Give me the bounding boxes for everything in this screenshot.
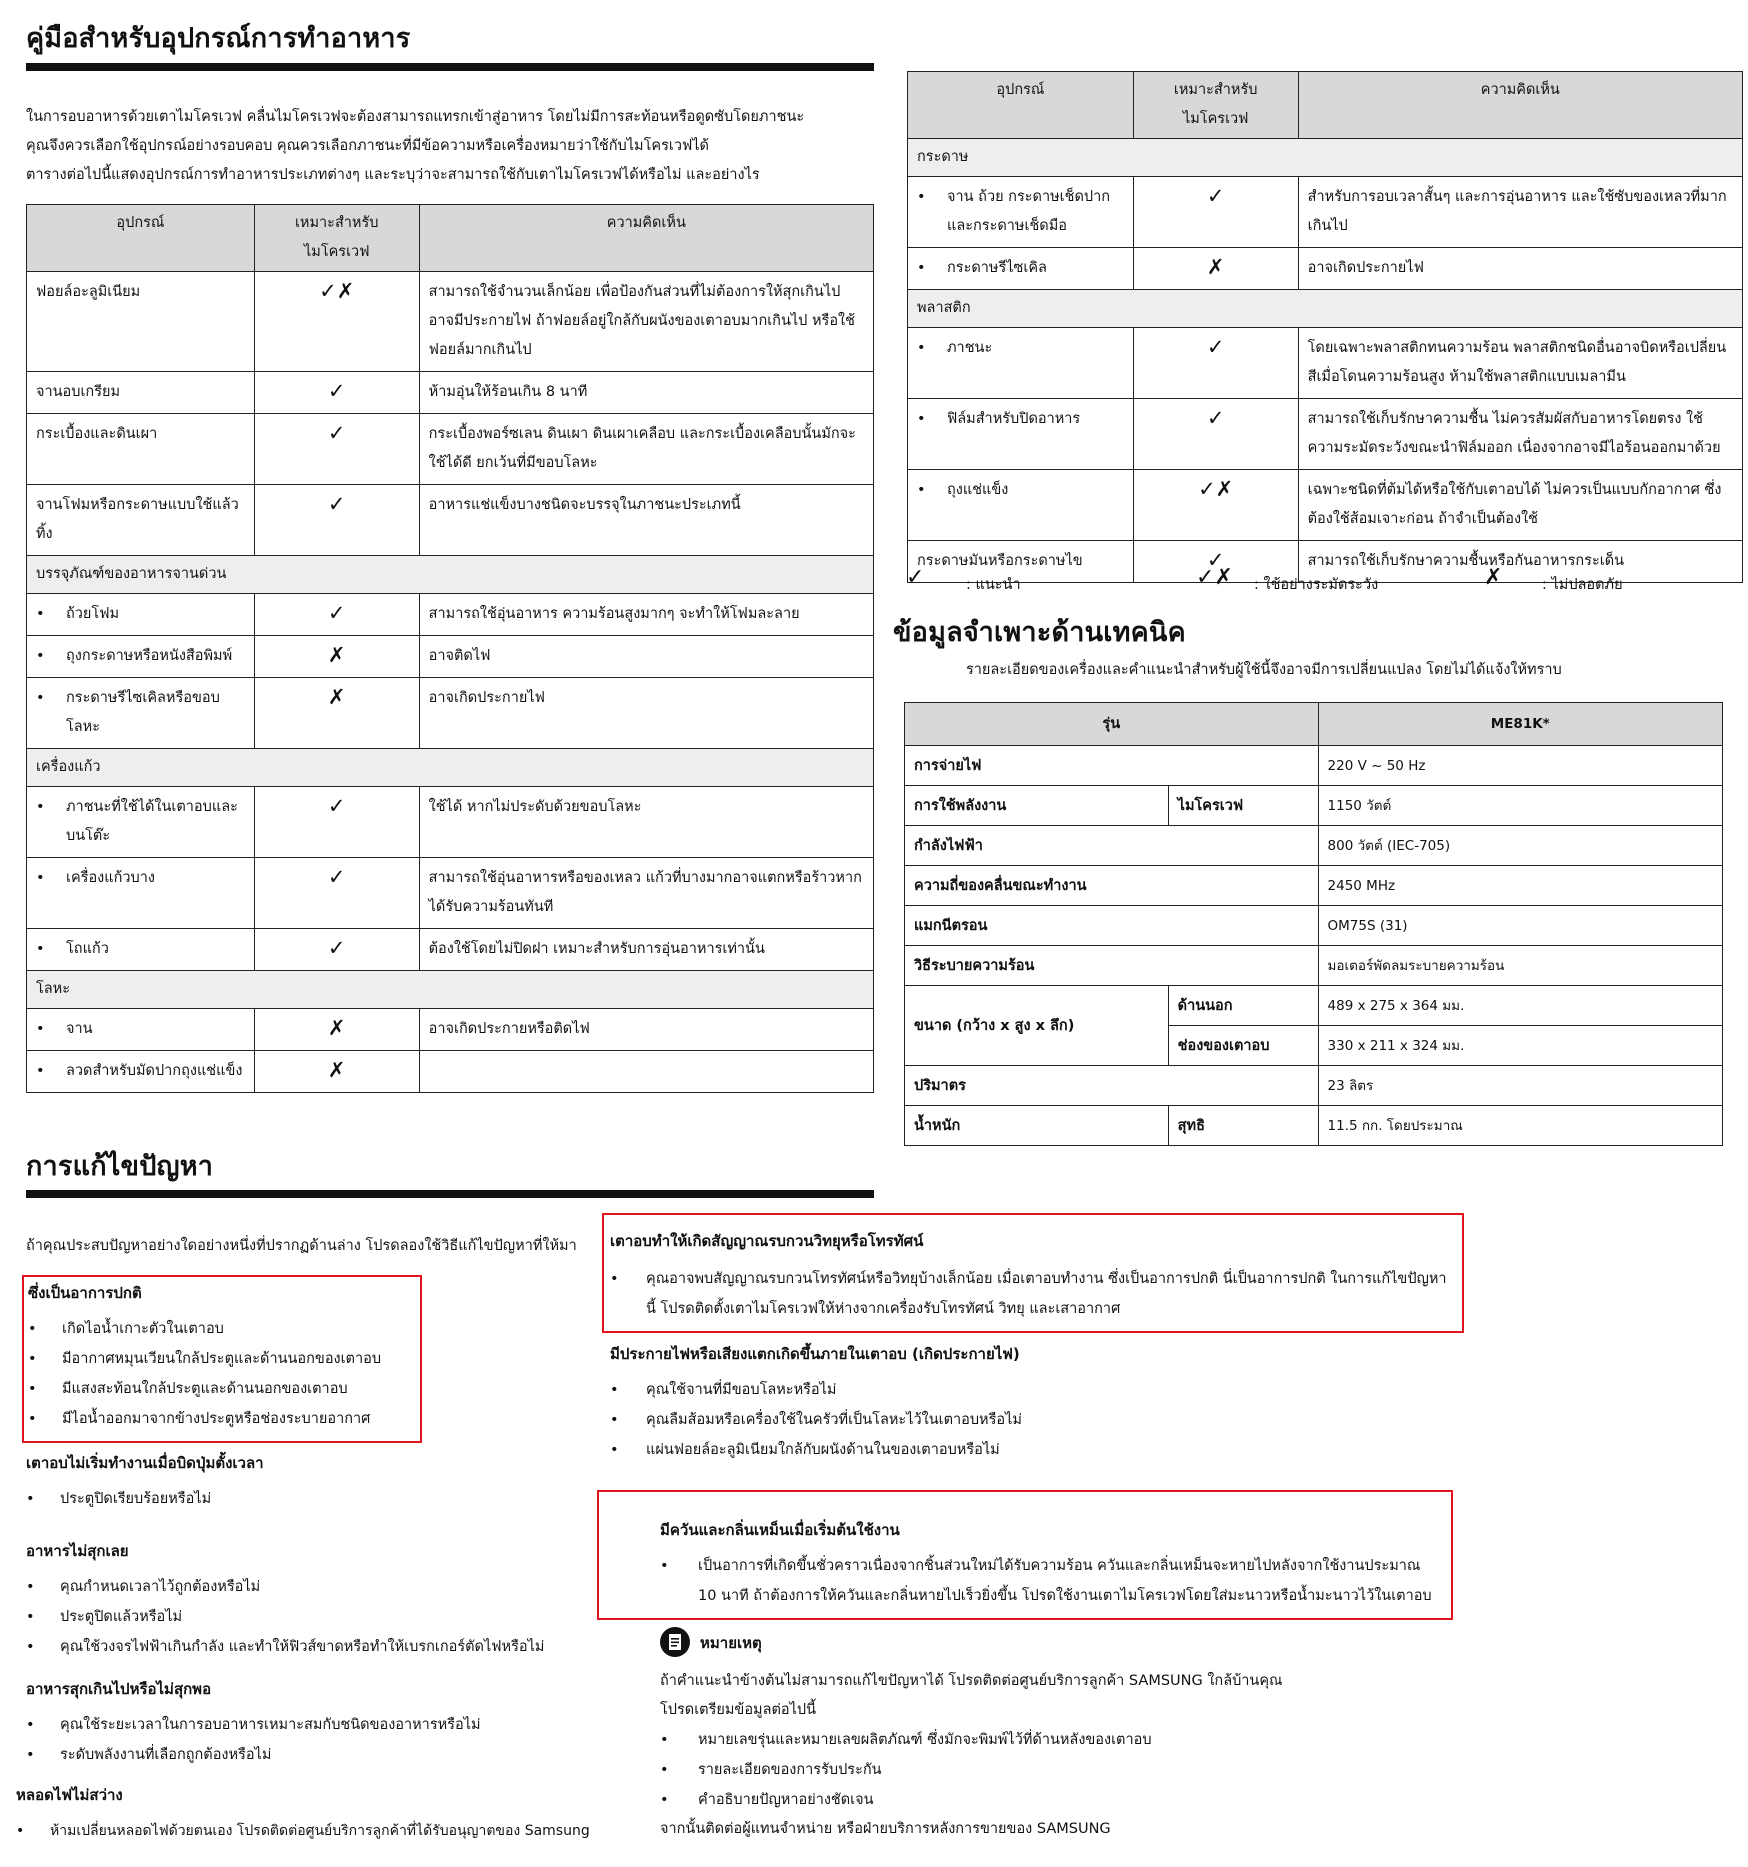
check-icon: ✓ bbox=[254, 929, 419, 971]
bullet-icon: • bbox=[36, 648, 45, 664]
table-row bbox=[908, 470, 1743, 541]
table-row bbox=[27, 594, 874, 636]
utensils-table-left bbox=[26, 204, 874, 1093]
legend-check-cross-icon: ✓✗ bbox=[1196, 565, 1233, 590]
utensil-cell bbox=[908, 177, 1134, 248]
table-row bbox=[908, 328, 1743, 399]
spec-weight-sub: สุทธิ bbox=[1168, 1106, 1318, 1146]
comment-cell: อาจเกิดประกายไฟ bbox=[419, 678, 873, 749]
check-icon: ✓ bbox=[254, 594, 419, 636]
utensils-table-right bbox=[907, 71, 1743, 583]
list-item: • คุณอาจพบสัญญาณรบกวนโทรทัศน์หรือวิทยุบ้างเล็กน้อย เมื่อเตาอบทำงาน ซึ่งเป็นอาการปกติ นี่เป็นอาการปกติ ในการแก้ไขปัญหานี้ โปรดติดตั้งเตาไมโครเวฟให้ห่างจากเครื่องรับโทรทัศน์ วิทยุ และเสาอากาศ bbox=[610, 1264, 1450, 1324]
bullet-icon: • bbox=[36, 799, 45, 815]
specs-title: ข้อมูลจำเพาะด้านเทคนิค bbox=[893, 617, 1186, 648]
check-cross-icon: ✓✗ bbox=[254, 272, 419, 372]
section-interference bbox=[610, 1226, 1450, 1324]
spec-volume-label: ปริมาตร bbox=[905, 1066, 1319, 1106]
category-label: พลาสติก bbox=[908, 290, 1743, 328]
header-utensil: อุปกรณ์ bbox=[908, 72, 1134, 139]
table-row bbox=[27, 272, 874, 372]
bullet-icon: • bbox=[917, 189, 926, 205]
bullet-icon: • bbox=[36, 606, 45, 622]
table-row bbox=[27, 1009, 874, 1051]
comment-cell: สามารถใช้เก็บรักษาความชื้น ไม่ควรสัมผัสกับอาหารโดยตรง ใช้ความระมัดระวังขณะนำฟิล์มออก เนื่องจากอาจมีไอร้อนออกมาด้วย bbox=[1298, 399, 1742, 470]
legend-text: : ใช้อย่างระมัดระวัง bbox=[1254, 577, 1379, 593]
category-label: โลหะ bbox=[27, 971, 874, 1009]
utensil-name: ฟอยล์อะลูมิเนียม bbox=[36, 284, 141, 300]
bullet-icon: • bbox=[36, 1063, 45, 1079]
header-model-value: ME81K* bbox=[1318, 703, 1722, 746]
spec-magnetron-label: แมกนีตรอน bbox=[905, 906, 1319, 946]
utensil-cell bbox=[27, 929, 255, 971]
section-heading: อาหารไม่สุกเลย bbox=[26, 1542, 129, 1560]
legend-text: : แนะนำ bbox=[966, 577, 1021, 593]
comment-cell: อาหารแช่แข็งบางชนิดจะบรรจุในภาชนะประเภทนี้ bbox=[419, 485, 873, 556]
utensil-name: ถ้วยโฟม bbox=[66, 606, 120, 622]
utensil-cell bbox=[27, 372, 255, 414]
utensil-cell bbox=[27, 858, 255, 929]
list-item: • ระดับพลังงานที่เลือกถูกต้องหรือไม่ bbox=[26, 1740, 866, 1770]
category-label: เครื่องแก้ว bbox=[27, 749, 874, 787]
list-item: • มีแสงสะท้อนใกล้ประตูและด้านนอกของเตาอบ bbox=[28, 1374, 418, 1404]
utensil-cell bbox=[908, 399, 1134, 470]
spec-frequency-value: 2450 MHz bbox=[1318, 866, 1722, 906]
cross-icon: ✗ bbox=[254, 1009, 419, 1051]
note-closing: จากนั้นติดต่อผู้แทนจำหน่าย หรือฝ่ายบริการหลังการขายของ SAMSUNG bbox=[660, 1821, 1111, 1837]
utensil-name: กระดาษรีไซเคิลหรือขอบโลหะ bbox=[66, 690, 220, 735]
comment-cell: เฉพาะชนิดที่ต้มได้หรือใช้กับเตาอบได้ ไม่ควรเป็นแบบกักอากาศ ซึ่งต้องใช้ส้อมเจาะก่อน ถ้าจำเป็นต้องใช้ bbox=[1298, 470, 1742, 541]
check-cross-icon: ✓✗ bbox=[1133, 470, 1298, 541]
spec-power-consumption-label: การใช้พลังงาน bbox=[905, 786, 1169, 826]
spec-frequency-label: ความถี่ของคลื่นขณะทำงาน bbox=[905, 866, 1319, 906]
category-row bbox=[908, 139, 1743, 177]
utensils-title: คู่มือสำหรับอุปกรณ์การทำอาหาร bbox=[26, 23, 411, 54]
legend-check-icon: ✓ bbox=[906, 565, 925, 590]
comment-cell: สำหรับการอบเวลาสั้นๆ และการอุ่นอาหาร และใช้ซับของเหลวที่มากเกินไป bbox=[1298, 177, 1742, 248]
list-item: • มีอากาศหมุนเวียนใกล้ประตูและด้านนอกของเตาอบ bbox=[28, 1344, 418, 1374]
cross-icon: ✗ bbox=[254, 678, 419, 749]
utensil-name: จานอบเกรียม bbox=[36, 384, 121, 400]
title-rule bbox=[26, 1190, 874, 1198]
spec-power-source-value: 220 V ~ 50 Hz bbox=[1318, 746, 1722, 786]
list-item: • คุณลืมส้อมหรือเครื่องใช้ในครัวที่เป็นโลหะไว้ในเตาอบหรือไม่ bbox=[610, 1405, 1450, 1435]
spec-dimensions-outside-label: ด้านนอก bbox=[1168, 986, 1318, 1026]
table-row bbox=[908, 399, 1743, 470]
check-icon: ✓ bbox=[1133, 328, 1298, 399]
category-row bbox=[27, 749, 874, 787]
section-normal bbox=[28, 1278, 418, 1434]
table-row bbox=[908, 248, 1743, 290]
utensil-cell bbox=[27, 678, 255, 749]
utensil-name: ฟิล์มสำหรับปิดอาหาร bbox=[947, 411, 1081, 427]
list-item: • หมายเลขรุ่นและหมายเลขผลิตภัณฑ์ ซึ่งมักจะพิมพ์ไว้ที่ด้านหลังของเตาอบ bbox=[660, 1725, 1450, 1755]
note-text: โปรดเตรียมข้อมูลต่อไปนี้ bbox=[660, 1702, 817, 1718]
spec-power-source-label: การจ่ายไฟ bbox=[905, 746, 1319, 786]
utensil-name: กระดาษรีไซเคิล bbox=[947, 260, 1047, 276]
header-comments: ความคิดเห็น bbox=[1298, 72, 1742, 139]
category-row bbox=[27, 971, 874, 1009]
spec-dimensions-outside-value: 489 x 275 x 364 มม. bbox=[1318, 986, 1722, 1026]
header-microwave-safe: เหมาะสำหรับไมโครเวฟ bbox=[254, 205, 419, 272]
list-item: • คุณใช้วงจรไฟฟ้าเกินกำลัง และทำให้ฟิวส์ขาดหรือทำให้เบรกเกอร์ตัดไฟหรือไม่ bbox=[26, 1632, 866, 1662]
section-heading: หลอดไฟไม่สว่าง bbox=[16, 1786, 123, 1804]
list-item: • คุณใช้จานที่มีขอบโลหะหรือไม่ bbox=[610, 1375, 1450, 1405]
bullet-icon: • bbox=[917, 340, 926, 356]
category-row bbox=[27, 556, 874, 594]
cross-icon: ✗ bbox=[254, 1051, 419, 1093]
utensil-cell bbox=[908, 470, 1134, 541]
utensil-name: กระเบื้องและดินเผา bbox=[36, 426, 158, 442]
utensil-cell bbox=[27, 787, 255, 858]
utensil-name: เครื่องแก้วบาง bbox=[66, 870, 155, 886]
list-item: • เป็นอาการที่เกิดขึ้นชั่วคราวเนื่องจากชิ้นส่วนใหม่ได้รับความร้อน ควันและกลิ่นเหม็นจะหายไปหลังจากใช้งานประมาณ 10 นาที ถ้าต้องการให้ควันและกลิ่นหายไปเร็วยิ่งขึ้น โปรดใช้งานเตาไมโครเวฟโดยใส่มะนาวหรือน้ำมะนาวไว้ในเตาอบ bbox=[660, 1551, 1440, 1611]
check-icon: ✓ bbox=[254, 372, 419, 414]
category-label: บรรจุภัณฑ์ของอาหารจานด่วน bbox=[27, 556, 874, 594]
utensil-cell bbox=[908, 248, 1134, 290]
utensil-name: โถแก้ว bbox=[66, 941, 109, 957]
list-item: • แผ่นฟอยล์อะลูมิเนียมใกล้กับผนังด้านในของเตาอบหรือไม่ bbox=[610, 1435, 1450, 1465]
category-label: กระดาษ bbox=[908, 139, 1743, 177]
spec-volume-value: 23 ลิตร bbox=[1318, 1066, 1722, 1106]
table-row bbox=[27, 929, 874, 971]
utensils-intro: ในการอบอาหารด้วยเตาไมโครเวฟ คลื่นไมโครเวฟจะต้องสามารถแทรกเข้าสู่อาหาร โดยไม่มีการสะท้อนหรือดูดซับโดยภาชนะ คุณจึงควรเลือกใช้อุปกรณ์อย่างรอบคอบ คุณควรเลือกภาชนะที่มีข้อความหรือเครื่องหมายว่าใช้กับไมโครเวฟได้ ตารางต่อไปนี้แสดงอุปกรณ์การทำอาหารประเภทต่างๆ และระบุว่าจะสามารถใช้กับเตาไมโครเวฟได้หรือไม่ และอย่างไร bbox=[26, 109, 805, 183]
legend bbox=[906, 565, 1746, 599]
section-heading: มีประกายไฟหรือเสียงแตกเกิดขึ้นภายในเตาอบ (เกิดประกายไฟ) bbox=[610, 1345, 1020, 1363]
list-item: • คำอธิบายปัญหาอย่างชัดเจน bbox=[660, 1785, 1450, 1815]
section-heading: เตาอบไม่เริ่มทำงานเมื่อบิดปุ่มตั้งเวลา bbox=[26, 1454, 264, 1472]
note-icon bbox=[660, 1627, 690, 1657]
comment-cell: ต้องใช้โดยไม่ปิดฝา เหมาะสำหรับการอุ่นอาหารเท่านั้น bbox=[419, 929, 873, 971]
spec-weight-value: 11.5 กก. โดยประมาณ bbox=[1318, 1106, 1722, 1146]
comment-cell: อาจเกิดประกายหรือติดไฟ bbox=[419, 1009, 873, 1051]
check-icon: ✓ bbox=[254, 485, 419, 556]
comment-cell: สามารถใช้อุ่นอาหารหรือของเหลว แก้วที่บางมากอาจแตกหรือร้าวหากได้รับความร้อนทันที bbox=[419, 858, 873, 929]
bullet-icon: • bbox=[917, 411, 926, 427]
list-item: • ประตูปิดเรียบร้อยหรือไม่ bbox=[26, 1484, 866, 1514]
note-text: ถ้าคำแนะนำข้างต้นไม่สามารถแก้ไขปัญหาได้ โปรดติดต่อศูนย์บริการลูกค้า SAMSUNG ใกล้บ้านคุณ bbox=[660, 1673, 1283, 1689]
spec-dimensions-cavity-value: 330 x 211 x 324 มม. bbox=[1318, 1026, 1722, 1066]
table-row bbox=[908, 177, 1743, 248]
header-model: รุ่น bbox=[905, 703, 1319, 746]
comment-cell: โดยเฉพาะพลาสติกทนความร้อน พลาสติกชนิดอื่นอาจบิดหรือเปลี่ยนสีเมื่อโดนความร้อนสูง ห้ามใช้พลาสติกแบบเมลามีน bbox=[1298, 328, 1742, 399]
table-row bbox=[27, 1051, 874, 1093]
table-row bbox=[27, 678, 874, 749]
category-row bbox=[908, 290, 1743, 328]
check-icon: ✓ bbox=[1133, 177, 1298, 248]
cross-icon: ✗ bbox=[1133, 248, 1298, 290]
spec-weight-label: น้ำหนัก bbox=[905, 1106, 1169, 1146]
comment-cell: อาจเกิดประกายไฟ bbox=[1298, 248, 1742, 290]
comment-cell bbox=[419, 1051, 873, 1093]
table-row bbox=[27, 485, 874, 556]
comment-cell: อาจติดไฟ bbox=[419, 636, 873, 678]
utensil-name: ลวดสำหรับมัดปากถุงแช่แข็ง bbox=[66, 1063, 243, 1079]
utensil-name: ถุงแช่แข็ง bbox=[947, 482, 1009, 498]
check-icon: ✓ bbox=[254, 414, 419, 485]
cross-icon: ✗ bbox=[254, 636, 419, 678]
table-row bbox=[27, 787, 874, 858]
utensil-name: จาน bbox=[66, 1021, 93, 1037]
troubleshooting-title: การแก้ไขปัญหา bbox=[26, 1151, 214, 1182]
section-note bbox=[660, 1627, 1450, 1844]
header-comments: ความคิดเห็น bbox=[419, 205, 873, 272]
spec-cooling-value: มอเตอร์พัดลมระบายความร้อน bbox=[1318, 946, 1722, 986]
list-item: • คุณใช้ระยะเวลาในการอบอาหารเหมาะสมกับชนิดของอาหารหรือไม่ bbox=[26, 1710, 866, 1740]
troubleshooting-intro: ถ้าคุณประสบปัญหาอย่างใดอย่างหนึ่งที่ปรากฏด้านล่าง โปรดลองใช้วิธีแก้ไขปัญหาที่ให้มา bbox=[26, 1238, 577, 1254]
utensil-cell bbox=[27, 1009, 255, 1051]
bullet-icon: • bbox=[917, 482, 926, 498]
utensil-cell bbox=[27, 1051, 255, 1093]
utensil-name: กระดาษมันหรือกระดาษไข bbox=[917, 553, 1083, 569]
comment-cell: สามารถใช้เก็บรักษาความชื้นหรือกันอาหารกระเด็น bbox=[1298, 541, 1742, 583]
spec-magnetron-value: OM75S (31) bbox=[1318, 906, 1722, 946]
utensil-name: จานโฟมหรือกระดาษแบบใช้แล้วทิ้ง bbox=[36, 497, 239, 542]
utensil-cell bbox=[27, 414, 255, 485]
utensil-name: ภาชนะที่ใช้ได้ในเตาอบและบนโต๊ะ bbox=[66, 799, 238, 844]
section-sparks bbox=[610, 1339, 1450, 1465]
title-rule bbox=[26, 63, 874, 71]
utensil-cell bbox=[27, 272, 255, 372]
list-item: • ประตูปิดแล้วหรือไม่ bbox=[26, 1602, 866, 1632]
utensil-name: ถุงกระดาษหรือหนังสือพิมพ์ bbox=[66, 648, 233, 664]
list-item: • รายละเอียดของการรับประกัน bbox=[660, 1755, 1450, 1785]
check-icon: ✓ bbox=[254, 858, 419, 929]
bullet-icon: • bbox=[36, 1021, 45, 1037]
spec-power-consumption-value: 1150 วัตต์ bbox=[1318, 786, 1722, 826]
bullet-icon: • bbox=[36, 941, 45, 957]
comment-cell: สามารถใช้อุ่นอาหาร ความร้อนสูงมากๆ จะทำให้โฟมละลาย bbox=[419, 594, 873, 636]
comment-cell: กระเบื้องพอร์ซเลน ดินเผา ดินเผาเคลือบ และกระเบื้องเคลือบนั้นมักจะใช้ได้ดี ยกเว้นที่มีขอบโลหะ bbox=[419, 414, 873, 485]
spec-output-power-value: 800 วัตต์ (IEC-705) bbox=[1318, 826, 1722, 866]
spec-power-consumption-sub: ไมโครเวฟ bbox=[1168, 786, 1318, 826]
check-icon: ✓ bbox=[1133, 399, 1298, 470]
spec-output-power-label: กำลังไฟฟ้า bbox=[905, 826, 1319, 866]
comment-cell: สามารถใช้จำนวนเล็กน้อย เพื่อป้องกันส่วนที่ไม่ต้องการให้สุกเกินไป อาจมีประกายไฟ ถ้าฟอยล์อยู่ใกล้กับผนังของเตาอบมากเกินไป หรือใช้ฟอยล์มากเกินไป bbox=[419, 272, 873, 372]
spec-cooling-label: วิธีระบายความร้อน bbox=[905, 946, 1319, 986]
utensil-cell bbox=[908, 328, 1134, 399]
comment-cell: ห้ามอุ่นให้ร้อนเกิน 8 นาที bbox=[419, 372, 873, 414]
section-smoke bbox=[660, 1515, 1440, 1611]
table-row bbox=[27, 372, 874, 414]
table-row bbox=[27, 636, 874, 678]
utensil-name: ภาชนะ bbox=[947, 340, 993, 356]
bullet-icon: • bbox=[36, 870, 45, 886]
utensil-cell bbox=[27, 485, 255, 556]
section-heading: มีควันและกลิ่นเหม็นเมื่อเริ่มต้นใช้งาน bbox=[660, 1521, 900, 1539]
section-heading: ซึ่งเป็นอาการปกติ bbox=[28, 1284, 142, 1302]
list-item: • ห้ามเปลี่ยนหลอดไฟด้วยตนเอง โปรดติดต่อศูนย์บริการลูกค้าที่ได้รับอนุญาตของ Samsung bbox=[16, 1816, 866, 1846]
section-heading: อาหารสุกเกินไปหรือไม่สุกพอ bbox=[26, 1680, 212, 1698]
specs-table bbox=[904, 702, 1723, 1146]
comment-cell: ใช้ได้ หากไม่ประดับด้วยขอบโลหะ bbox=[419, 787, 873, 858]
list-item: • เกิดไอน้ำเกาะตัวในเตาอบ bbox=[28, 1314, 418, 1344]
header-microwave-safe: เหมาะสำหรับไมโครเวฟ bbox=[1133, 72, 1298, 139]
utensil-cell bbox=[27, 636, 255, 678]
header-utensil: อุปกรณ์ bbox=[27, 205, 255, 272]
note-heading: หมายเหตุ bbox=[700, 1634, 762, 1652]
spec-dimensions-label: ขนาด (กว้าง x สูง x ลึก) bbox=[905, 986, 1169, 1066]
check-icon: ✓ bbox=[254, 787, 419, 858]
list-item: • มีไอน้ำออกมาจากข้างประตูหรือช่องระบายอากาศ bbox=[28, 1404, 418, 1434]
utensil-name: จาน ถ้วย กระดาษเช็ดปากและกระดาษเช็ดมือ bbox=[947, 189, 1110, 234]
table-row bbox=[27, 858, 874, 929]
bullet-icon: • bbox=[36, 690, 45, 706]
legend-cross-icon: ✗ bbox=[1484, 565, 1503, 590]
check-icon: ✓ bbox=[1133, 541, 1298, 583]
utensil-cell bbox=[27, 594, 255, 636]
table-row bbox=[27, 414, 874, 485]
specs-note: รายละเอียดของเครื่องและคำแนะนำสำหรับผู้ใช้นี้จึงอาจมีการเปลี่ยนแปลง โดยไม่ได้แจ้งให้ทราบ bbox=[966, 662, 1562, 678]
section-heading: เตาอบทำให้เกิดสัญญาณรบกวนวิทยุหรือโทรทัศน์ bbox=[610, 1232, 924, 1250]
legend-text: : ไม่ปลอดภัย bbox=[1542, 577, 1623, 593]
list-item: • คุณกำหนดเวลาไว้ถูกต้องหรือไม่ bbox=[26, 1572, 866, 1602]
bullet-icon: • bbox=[917, 260, 926, 276]
spec-dimensions-cavity-label: ช่องของเตาอบ bbox=[1168, 1026, 1318, 1066]
